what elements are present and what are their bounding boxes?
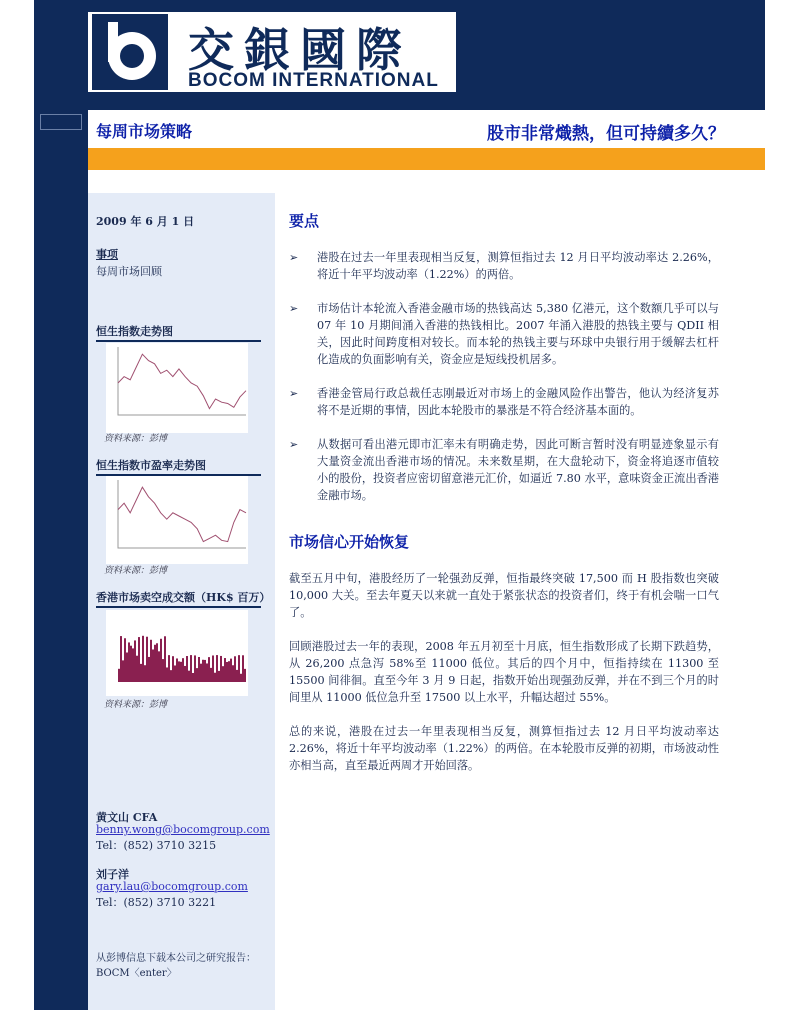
chart-bar xyxy=(168,655,170,682)
chart-bar xyxy=(208,657,210,682)
chart-source: 资料来源：彭博 xyxy=(104,434,168,444)
chart-source: 资料来源：彭博 xyxy=(104,566,168,576)
chart-bar xyxy=(198,657,200,682)
chart-bar xyxy=(230,659,232,682)
chart-bar xyxy=(236,670,238,682)
report-date: 2009 年 6 月 1 日 xyxy=(96,215,195,228)
chart-bar xyxy=(240,674,242,682)
chart-bar xyxy=(224,658,226,682)
logo-english: BOCOM INTERNATIONAL xyxy=(188,70,439,91)
chart-bar xyxy=(202,660,204,682)
bocom-logo-icon xyxy=(92,14,168,90)
chart-bar xyxy=(150,640,152,682)
chart-title: 香港市场卖空成交额（HK$ 百万） xyxy=(96,589,261,608)
chart-bar xyxy=(176,658,178,682)
arrow-bullet-icon: ➢ xyxy=(289,302,299,315)
bullet-item: ➢ 香港金管局行政总裁任志刚最近对市场上的金融风险作出警告，他认为经济复苏将不是近期的事情，因此本轮股市的暴涨是不符合经济基本面的。 xyxy=(289,387,719,417)
chart-bar xyxy=(120,636,122,682)
chart-bar xyxy=(170,670,172,682)
chart-bar xyxy=(218,671,220,682)
chart-bar xyxy=(138,637,140,682)
market-confidence-heading: 市场信心开始恢复 xyxy=(289,533,410,551)
chart-bar xyxy=(222,666,224,682)
chart-bar xyxy=(226,662,228,682)
bullet-item: ➢ 市场估计本轮流入香港金融市场的热钱高达 5,380 亿港元，这个数额几乎可以与 07 年 10 月期间涌入香港的热钱相比。2007 年涌入港股的热钱主要与 QDII 相关，因此时间跨度相对较长。而本轮的热钱主要与环球中央银行用于缓解去杠杆化造成的负面影响有关，资金应是短线投机居多。 xyxy=(289,302,719,366)
chart-bar xyxy=(152,649,154,682)
chart-bar xyxy=(146,637,148,682)
chart-bar xyxy=(124,638,126,682)
chart-bar xyxy=(234,656,236,682)
topic: 每周市场回顾 xyxy=(96,265,162,278)
chart-bar xyxy=(206,663,208,682)
pe-chart xyxy=(106,476,248,564)
chart-bar xyxy=(220,656,222,682)
chart-bar xyxy=(232,665,234,682)
paragraph: 总的来说，港股在过去一年里表现相当反复，测算恒指过去 12 月日平均波动率达 2.26%，将近十年平均波动率（1.22%）的两倍。在本轮股市反弹的初期，市场波动性亦相当高，直至最近两周才开始回落。 xyxy=(289,725,719,772)
logo xyxy=(88,12,456,92)
chart-bar xyxy=(216,655,218,682)
chart-bar xyxy=(178,661,180,682)
analyst-email[interactable]: benny.wong@bocomgroup.com xyxy=(96,823,270,836)
chart-bar xyxy=(154,645,156,682)
orange-bar xyxy=(88,148,765,170)
chart-bar xyxy=(182,658,184,682)
chart-title: 恒生指数市盈率走势图 xyxy=(96,457,261,476)
chart-bar xyxy=(156,643,158,682)
arrow-bullet-icon: ➢ xyxy=(289,387,299,400)
chart-line xyxy=(118,354,246,408)
analyst-email[interactable]: gary.lau@bocomgroup.com xyxy=(96,880,248,893)
chart-bar xyxy=(172,656,174,682)
section-title: 每周市场策略 xyxy=(96,122,193,141)
chart-bar xyxy=(196,668,198,682)
bullet-item: ➢ 港股在过去一年里表现相当反复，测算恒指过去 12 月日平均波动率达 2.26%，将近十年平均波动率（1.22%）的两倍。 xyxy=(289,251,719,281)
chart-bar xyxy=(192,673,194,682)
headline: 股市非常熾熱，但可持續多久？ xyxy=(487,124,725,144)
key-points-heading: 要点 xyxy=(289,212,320,230)
chart-bar xyxy=(212,655,214,682)
chart-bar xyxy=(158,651,160,682)
sidebar xyxy=(88,193,275,1010)
analyst-name: 刘子洋 xyxy=(96,868,129,881)
chart-bar xyxy=(164,636,166,682)
chart-bar xyxy=(160,639,162,682)
analyst-tel: Tel：(852) 3710 3221 xyxy=(96,896,217,909)
chart-bar xyxy=(188,671,190,682)
chart-title: 恒生指数走势图 xyxy=(96,323,261,342)
chart-axis xyxy=(118,347,246,415)
chart-bar xyxy=(194,655,196,682)
chart-line xyxy=(118,487,246,541)
chart-bar xyxy=(200,664,202,682)
chart-bar xyxy=(166,667,168,682)
chart-bar xyxy=(122,660,124,682)
logo-chinese: 交銀國際 xyxy=(188,23,412,77)
chart-bar xyxy=(148,657,150,682)
topic-label: 事项 xyxy=(96,248,118,261)
chart-bar xyxy=(144,665,146,682)
chart-bar xyxy=(174,665,176,682)
hsi-chart xyxy=(106,343,248,433)
chart-bar xyxy=(242,655,244,682)
main-content xyxy=(289,210,719,791)
chart-bar xyxy=(190,655,192,682)
chart-bar xyxy=(214,673,216,682)
chart-bar xyxy=(132,648,134,682)
chart-bar xyxy=(238,655,240,682)
chart-bar xyxy=(210,668,212,682)
chart-bar xyxy=(134,640,136,682)
chart-bar xyxy=(126,652,128,682)
chart-axis xyxy=(118,480,246,548)
chart-source: 资料来源：彭博 xyxy=(104,700,168,710)
chart-bar xyxy=(118,669,120,682)
paragraph: 截至五月中旬，港股经历了一轮强劲反弹，恒指最终突破 17,500 而 H 股指数也突破 10,000 大关。至去年夏天以来就一直处于紧张状态的投资者们，终于有机会喘一口气了。 xyxy=(289,572,719,619)
chart-bar xyxy=(180,662,182,682)
bloomberg-note: 从彭博信息下载本公司之研究报告：BOCM〈enter〉 xyxy=(96,953,256,979)
chart-bar xyxy=(128,642,130,682)
short-selling-chart xyxy=(106,610,248,696)
paragraph: 回顾港股过去一年的表现，2008 年五月初至十月底，恒生指数形成了长期下跌趋势，从 26,200 点急泻 58%至 11000 低位。其后的四个月中，恒指持续在 11300 至 15500 间徘徊。直至今年 3 月 9 日起，指数开始出现强劲反弹，并在不到三个月的时间里从 11000 低位急升至 17500 以上水平，升幅达超过 55%。 xyxy=(289,640,719,704)
arrow-bullet-icon: ➢ xyxy=(289,438,299,451)
chart-bar xyxy=(140,664,142,682)
chart-bar xyxy=(162,659,164,682)
chart-bar xyxy=(136,656,138,682)
title-row xyxy=(88,110,765,148)
left-strip xyxy=(34,0,88,1010)
decor-box xyxy=(40,114,82,130)
analyst-name: 黄文山 CFA xyxy=(96,811,158,824)
analyst-tel: Tel：(852) 3710 3215 xyxy=(96,839,217,852)
chart-bar xyxy=(204,660,206,682)
bullet-item: ➢ 从数据可看出港元即市汇率未有明确走势，因此可断言暂时没有明显迹象显示有大量资金流出香港市场的情况。未来数星期，在大盘轮动下，资金将追逐市值较小的股份，投资者应密切留意港元汇价，如逼近 7.80 水平，意味资金正流出香港金融市场。 xyxy=(289,438,719,502)
chart-bar xyxy=(244,669,246,682)
chart-bar xyxy=(186,656,188,682)
chart-bar xyxy=(142,636,144,682)
chart-bar xyxy=(130,646,132,682)
arrow-bullet-icon: ➢ xyxy=(289,251,299,264)
chart-bar xyxy=(228,661,230,682)
chart-bar xyxy=(184,666,186,682)
